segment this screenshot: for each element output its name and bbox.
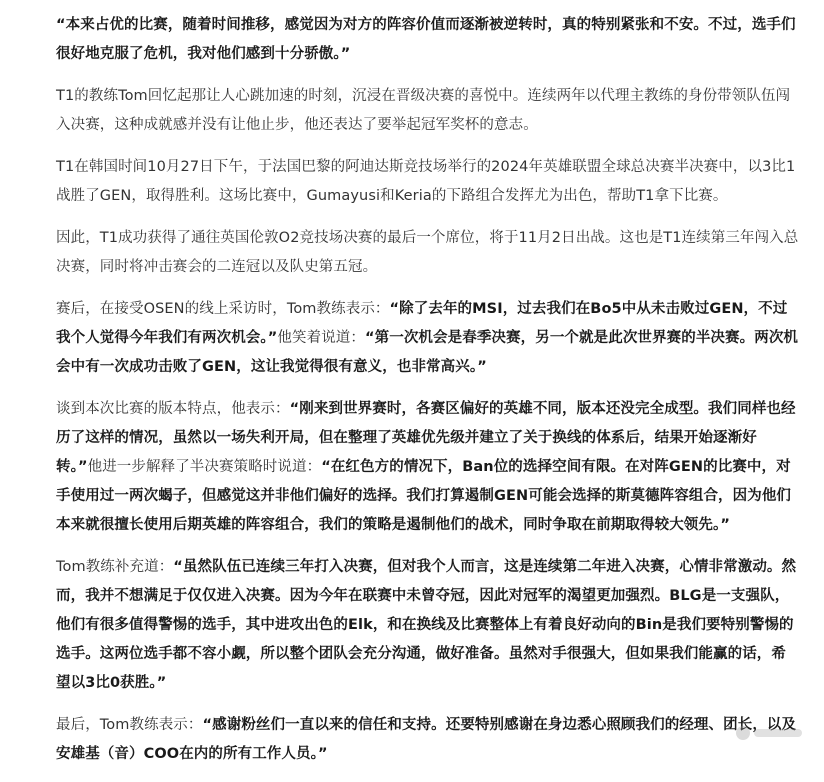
body-text: 赛后，在接受OSEN的线上采访时，Tom教练表示： (56, 301, 390, 317)
watermark-mark (754, 729, 802, 737)
body-text: 他进一步解释了半决赛策略时说道： (87, 459, 322, 475)
body-text: T1在韩国时间10月27日下午，于法国巴黎的阿迪达斯竞技场举行的2024年英雄联盟全球总决赛半决赛中，以3比1战胜了GEN，取得胜利。这场比赛中，Gumayusi和Keria的下路组合发挥尤为出色，帮助T1拿下比赛。 (56, 159, 796, 204)
watermark-logo (736, 723, 806, 743)
body-text: 最后，Tom教练表示： (56, 717, 203, 733)
body-text: 因此，T1成功获得了通往英国伦敦O2竞技场决赛的最后一个席位，将于11月2日出战。这也是T1连续第三年闯入总决赛，同时将冲击赛会的二连冠以及队史第五冠。 (56, 230, 799, 275)
paragraph-5 (56, 295, 800, 382)
body-text: Tom教练补充道： (56, 559, 174, 575)
paragraph-8 (56, 711, 800, 769)
paragraph-2 (56, 82, 800, 140)
body-text: 谈到本次比赛的版本特点，他表示： (56, 401, 290, 417)
paragraph-1 (56, 11, 800, 69)
paragraph-4 (56, 224, 800, 282)
article-body (56, 0, 800, 782)
paragraph-7 (56, 553, 800, 698)
quote-text: “本来占优的比赛，随着时间推移，感觉因为对方的阵容价值而逐渐被逆转时，真的特别紧张和不安。不过，选手们很好地克服了危机，我对他们感到十分骄傲。” (56, 17, 796, 62)
paragraph-6 (56, 395, 800, 540)
body-text: 他笑着说道： (277, 330, 365, 346)
quote-text: “除了去年的MSI，过去我们在Bo5中从未击败过GEN，不过我个人觉得今年我们有两次机会。” (56, 301, 788, 346)
quote-text: “在红色方的情况下，Ban位的选择空间有限。在对阵GEN的比赛中，对手使用过一两次蝎子，但感觉这并非他们偏好的选择。我们打算遏制GEN可能会选择的斯莫德阵容组合，因为他们本来就很擅长使用后期英雄的阵容组合，我们的策略是遏制他们的战术，同时争取在前期取得较大领先。” (56, 459, 792, 533)
body-text: T1的教练Tom回忆起那让人心跳加速的时刻，沉浸在晋级决赛的喜悦中。连续两年以代理主教练的身份带领队伍闯入决赛，这种成就感并没有让他止步，他还表达了要举起冠军奖杯的意志。 (56, 88, 791, 133)
quote-text: “虽然队伍已连续三年打入决赛，但对我个人而言，这是连续第二年进入决赛，心情非常激动。然而，我并不想满足于仅仅进入决赛。因为今年在联赛中未曾夺冠，因此对冠军的渴望更加强烈。BLG是一支强队，他们有很多值得警惕的选手，其中进攻出色的Elk，和在换线及比赛整体上有着良好动向的Bin是我们要特别警惕的选手。这两位选手都不容小觑，所以整个团队会充分沟通，做好准备。虽然对手很强大，但如果我们能赢的话，希望以3比0获胜。” (56, 559, 797, 691)
paragraph-3 (56, 153, 800, 211)
quote-text: “第一次机会是春季决赛，另一个就是此次世界赛的半决赛。两次机会中有一次成功击败了GEN，这让我觉得很有意义，也非常高兴。” (56, 330, 799, 375)
quote-text: “感谢粉丝们一直以来的信任和支持。还要特别感谢在身边悉心照顾我们的经理、团长，以及安雄基（音）COO在内的所有工作人员。” (56, 717, 797, 762)
watermark-icon (736, 726, 750, 740)
quote-text: “刚来到世界赛时，各赛区偏好的英雄不同，版本还没完全成型。我们同样也经历了这样的情况，虽然以一场失利开局，但在整理了英雄优先级并建立了关于换线的体系后，结果开始逐渐好转。” (56, 401, 796, 475)
